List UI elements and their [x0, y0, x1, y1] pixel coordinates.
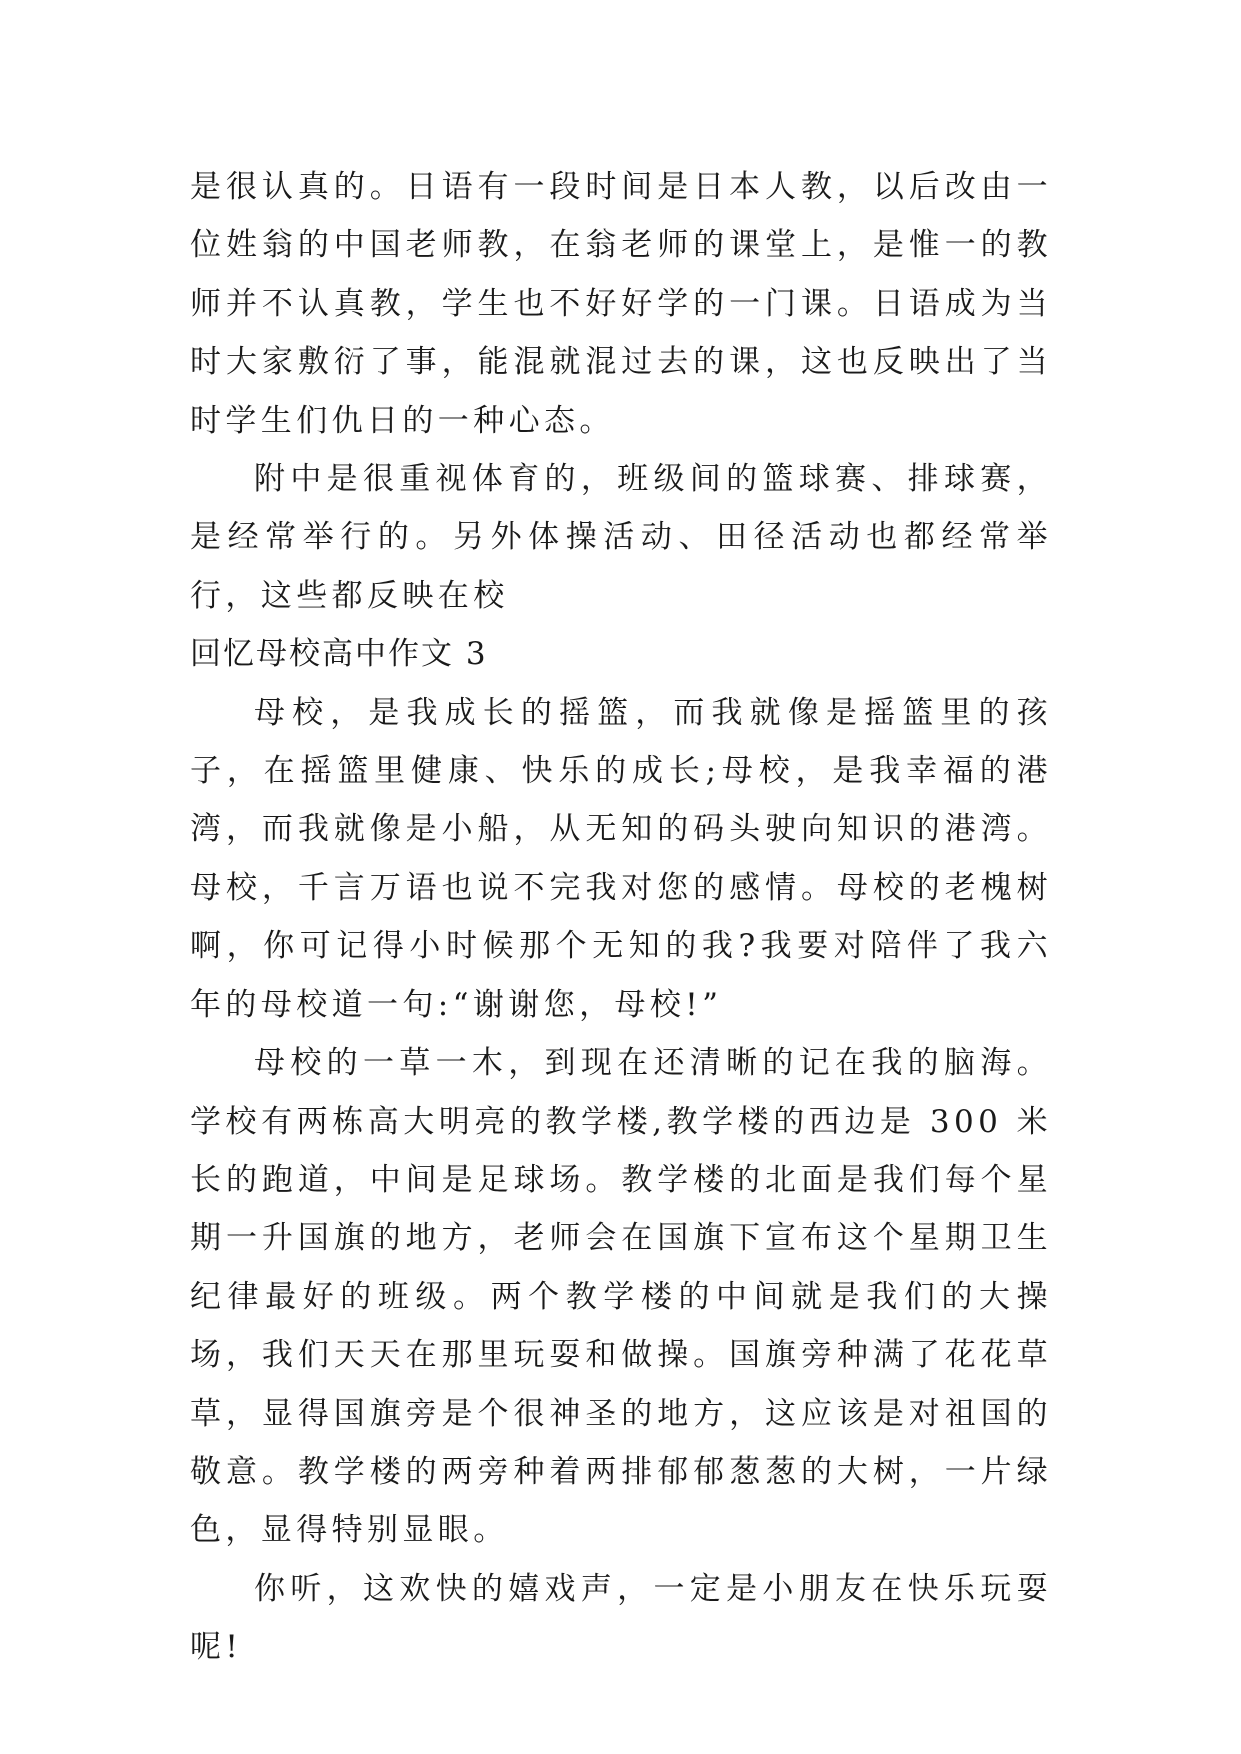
section-heading: 回忆母校高中作文 3: [190, 636, 488, 673]
paragraph-3: 母校，是我成长的摇篮，而我就像是摇篮里的孩子，在摇篮里健康、快乐的成长;母校，是我幸福的港湾，而我就像是小船，从无知的码头驶向知识的港湾。母校，千言万语也说不完我对您的感情。母校的老槐树啊，你可记得小时候那个无知的我?我要对陪伴了我六年的母校道一句:“谢谢您，母校!”: [190, 694, 1052, 1023]
paragraph-5: 你听，这欢快的嬉戏声，一定是小朋友在快乐玩耍呢!: [190, 1570, 1052, 1666]
document-body: [190, 158, 1052, 1677]
paragraph-2: 附中是很重视体育的，班级间的篮球赛、排球赛，是经常举行的。另外体操活动、田径活动也都经常举行，这些都反映在校: [190, 461, 1052, 614]
paragraph-4: 母校的一草一木，到现在还清晰的记在我的脑海。学校有两栋高大明亮的教学楼,教学楼的西边是 300 米长的跑道，中间是足球场。教学楼的北面是我们每个星期一升国旗的地方，老师会在国旗下宣布这个星期卫生纪律最好的班级。两个教学楼的中间就是我们的大操场，我们天天在那里玩耍和做操。国旗旁种满了花花草草，显得国旗旁是个很神圣的地方，这应该是对祖国的敬意。教学楼的两旁种着两排郁郁葱葱的大树，一片绿色，显得特别显眼。: [190, 1045, 1052, 1549]
paragraph-1: 是很认真的。日语有一段时间是日本人教，以后改由一位姓翁的中国老师教，在翁老师的课堂上，是惟一的教师并不认真教，学生也不好好学的一门课。日语成为当时大家敷衍了事，能混就混过去的课，这也反映出了当时学生们仇日的一种心态。: [190, 169, 1052, 439]
